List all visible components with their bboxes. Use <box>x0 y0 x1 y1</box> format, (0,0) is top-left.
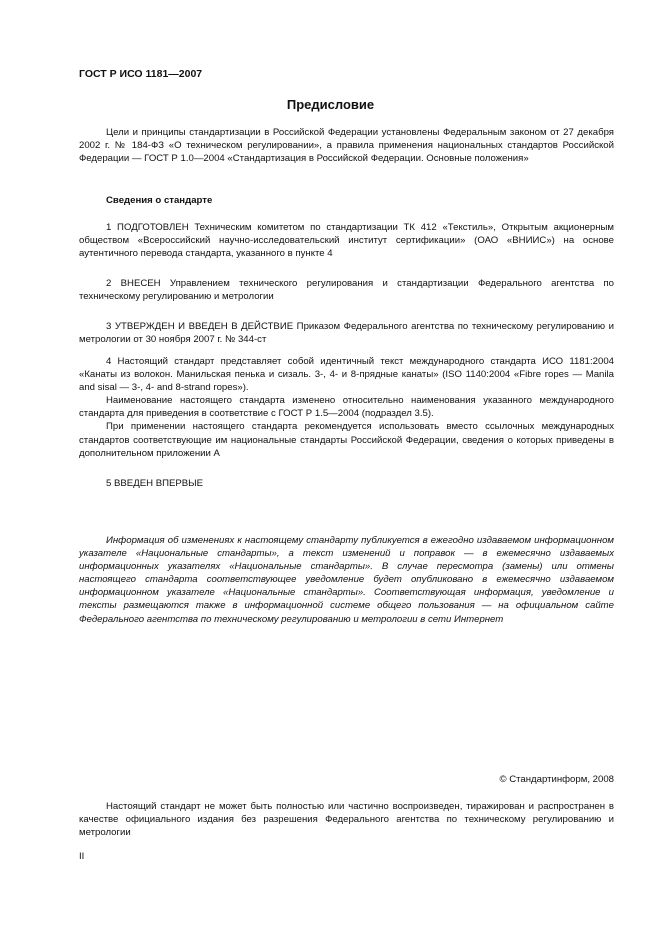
item-introduced <box>79 277 614 303</box>
reproduction-section <box>79 800 614 839</box>
reproduction-paragraph: Настоящий стандарт не может быть полностью или частично воспроизведен, тиражирован и распространен в качестве официального издания без разрешения Федерального агентства по техническому регулированию и метрологии <box>79 801 614 839</box>
name-changed-paragraph: Наименование настоящего стандарта изменено относительно наименования указанного международного стандарта для приведения в соответствие с ГОСТ Р 1.5—2004 (подраздел 3.5). <box>79 395 614 420</box>
page-title: Предисловие <box>286 97 375 112</box>
notice-section <box>79 534 614 626</box>
item-first-time <box>79 477 614 490</box>
first-time-paragraph: 5 ВВЕДЕН ВПЕРВЫЕ <box>106 478 204 489</box>
item-prepared <box>79 221 614 260</box>
intro-section <box>79 126 614 165</box>
identical-paragraph: 4 Настоящий стандарт представляет собой идентичный текст международного стандарта ИСО 1181:2004 «Канаты из волокон. Манильская пенька и сизаль. 3-, 4- и 8-прядные канаты» (ISO 1140:2004 «Fibre ropes — Manila and sisal — 3-, 4- and 8-strand ropes»). <box>79 356 614 394</box>
intro-paragraph: Цели и принципы стандартизации в Российской Федерации установлены Федеральным законом от 27 декабря 2002 г. № 184-ФЗ «О техническом регулировании», а правила применения национальных стандартов Российской Федерации — ГОСТ Р 1.0—2004 «Стандартизация в Российской Федерации. Основные положения» <box>79 127 614 165</box>
item-identical <box>79 355 614 460</box>
introduced-paragraph: 2 ВНЕСЕН Управлением технического регулирования и стандартизации Федерального агентства по техническому регулированию и метрологии <box>79 278 614 303</box>
page-number: II <box>79 851 85 862</box>
document-code: ГОСТ Р ИСО 1181—2007 <box>79 68 203 80</box>
references-paragraph: При применении настоящего стандарта рекомендуется использовать вместо ссылочных международных стандартов соответствующие им национальные стандарты Российской Федерации, сведения о которых приведены в дополнительном приложении А <box>79 421 614 459</box>
approved-paragraph: 3 УТВЕРЖДЕН И ВВЕДЕН В ДЕЙСТВИЕ Приказом Федерального агентства по техническому регулированию и метрологии от 30 ноября 2007 г. № 344-ст <box>79 321 614 346</box>
copyright-line: © Стандартинформ, 2008 <box>499 774 614 785</box>
info-heading: Сведения о стандарте <box>106 195 213 206</box>
notice-paragraph: Информация об изменениях к настоящему стандарту публикуется в ежегодно издаваемом информационном указателе «Национальные стандарты», а текст изменений и поправок — в ежемесячно издаваемых информационных указателях «Национальные стандарты». В случае пересмотра (замены) или отмены настоящего стандарта соответствующее уведомление будет опубликовано в ежемесячно издаваемом информационном указателе «Национальные стандарты». Соответствующая информация, уведомление и тексты размещаются также в информационной системе общего пользования — на официальном сайте Федерального агентства по техническому регулированию и метрологии в сети Интернет <box>79 535 614 625</box>
prepared-paragraph: 1 ПОДГОТОВЛЕН Техническим комитетом по стандартизации ТК 412 «Текстиль», Открытым акционерным обществом «Всероссийский научно-исследовательский институт сертификации» (ОАО «ВНИИС») на основе аутентичного перевода стандарта, указанного в пункте 4 <box>79 222 614 260</box>
item-approved <box>79 320 614 346</box>
